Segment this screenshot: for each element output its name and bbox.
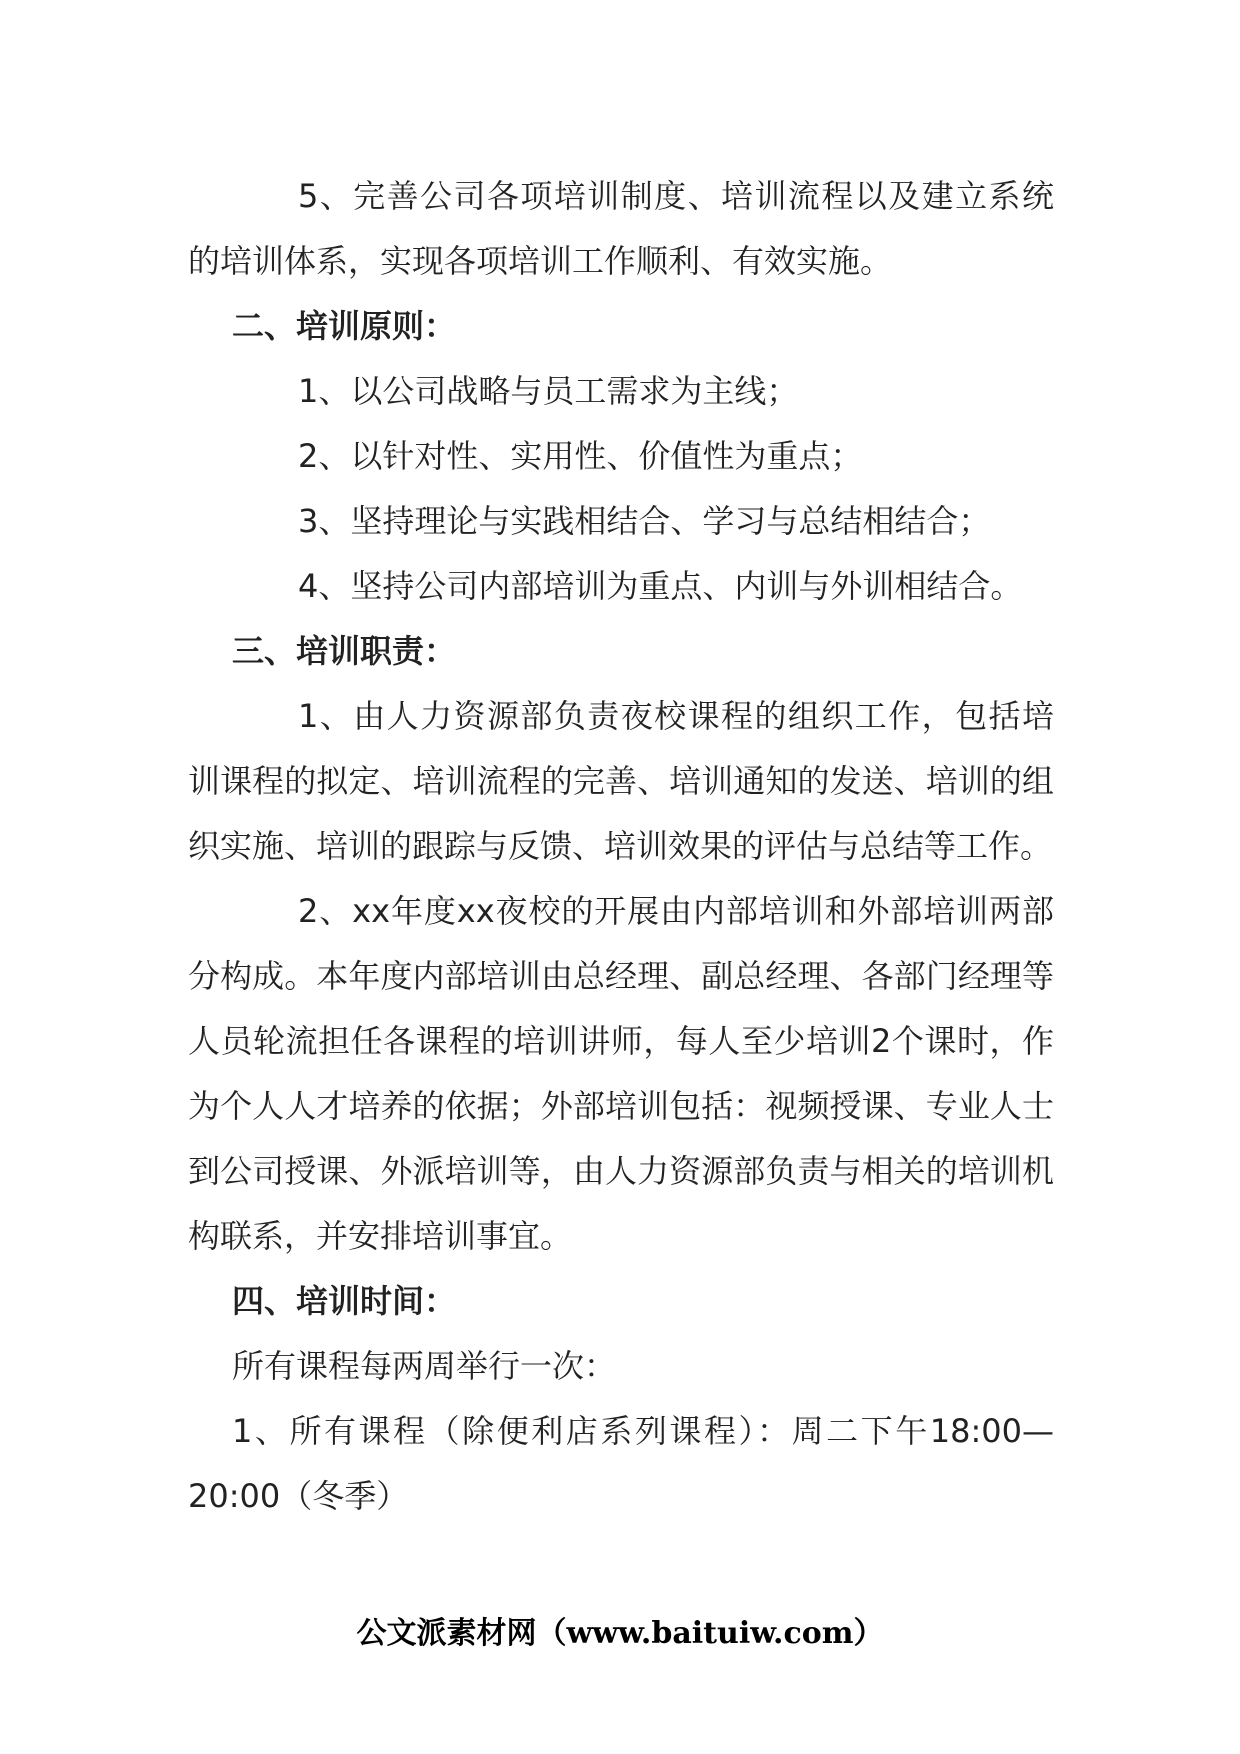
paragraph-principle-3: 3、坚持理论与实践相结合、学习与总结相结合； [298, 502, 991, 540]
paragraph-schedule-1: 1、所有课程（除便利店系列课程）：周二下午18:00—20:00（冬季） [188, 1412, 1054, 1515]
paragraph-principle-4: 4、坚持公司内部培训为重点、内训与外训相结合。 [298, 567, 1023, 605]
paragraph-goal-5: 5、完善公司各项培训制度、培训流程以及建立系统的培训体系，实现各项培训工作顺利、有效实施。 [188, 177, 1054, 280]
section-heading-schedule: 四、培训时间： [232, 1282, 457, 1320]
paragraph-responsibility-1: 1、由人力资源部负责夜校课程的组织工作，包括培训课程的拟定、培训流程的完善、培训通知的发送、培训的组织实施、培训的跟踪与反馈、培训效果的评估与总结等工作。 [188, 697, 1054, 865]
document-body [188, 164, 1054, 1529]
paragraph-principle-2: 2、以针对性、实用性、价值性为重点； [298, 437, 863, 475]
section-heading-responsibilities: 三、培训职责： [232, 632, 457, 670]
paragraph-principle-1: 1、以公司战略与员工需求为主线； [298, 372, 799, 410]
paragraph-responsibility-2: 2、xx年度xx夜校的开展由内部培训和外部培训两部分构成。本年度内部培训由总经理、副总经理、各部门经理等人员轮流担任各课程的培训讲师，每人至少培训2个课时，作为个人人才培养的依据；外部培训包括：视频授课、专业人士到公司授课、外派培训等，由人力资源部负责与相关的培训机构联系，并安排培训事宜。 [188, 892, 1054, 1255]
paragraph-schedule-intro: 所有课程每两周举行一次： [232, 1347, 617, 1385]
footer-watermark: 公文派素材网（www.baituiw.com） [356, 1616, 884, 1651]
section-heading-principles: 二、培训原则： [232, 307, 457, 345]
